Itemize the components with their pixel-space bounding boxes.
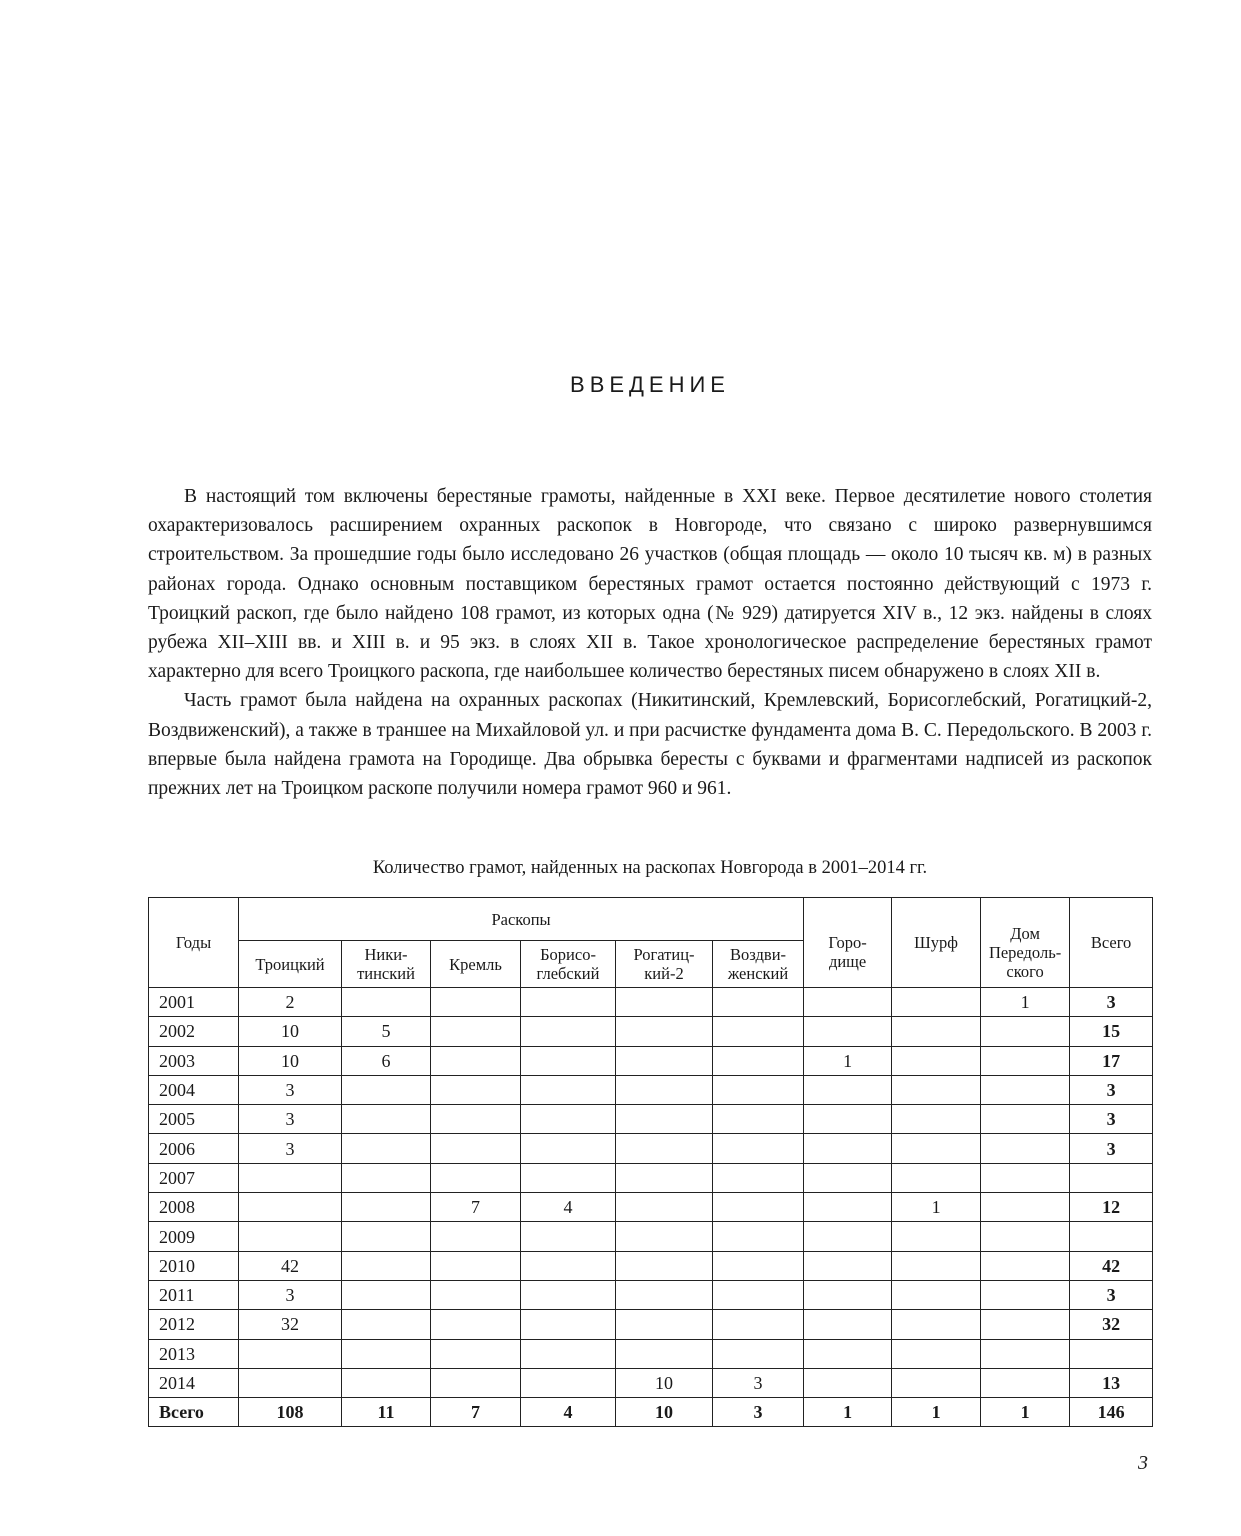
column-total-cell: 7 xyxy=(431,1398,521,1427)
count-cell xyxy=(713,1251,804,1280)
column-total-cell: 4 xyxy=(521,1398,616,1427)
header-troitsky: Троицкий xyxy=(239,941,342,988)
header-gorodishche: Горо- дище xyxy=(804,898,892,988)
count-cell xyxy=(616,1251,713,1280)
count-cell xyxy=(804,1280,892,1309)
header-nikitinsky: Ники- тинский xyxy=(342,941,431,988)
column-total-cell: 3 xyxy=(713,1398,804,1427)
count-cell xyxy=(892,1134,981,1163)
count-cell xyxy=(342,1310,431,1339)
count-cell xyxy=(431,1280,521,1309)
row-total-cell: 3 xyxy=(1070,1280,1153,1309)
count-cell xyxy=(892,1339,981,1368)
count-cell xyxy=(804,1017,892,1046)
row-total-cell: 42 xyxy=(1070,1251,1153,1280)
paragraph-1: В настоящий том включены берестяные грамоты, найденные в XXI веке. Первое десятилетие нового столетия охарактеризовалось расширением охранных раскопок в Новгороде, что связано с широко развернувшимся строительством. За прошедшие годы было исследовано 26 участков (общая площадь — около 10 тысяч кв. м) в разных районах города. Однако основным поставщиком берестяных грамот остается постоянно действующий с 1973 г. Троицкий раскоп, где было найдено 108 грамот, из которых одна (№ 929) датируется XIV в., 12 экз. найдены в слоях рубежа XII–XIII вв. и XIII в. и 95 экз. в слоях XII в. Такое хронологическое распределение берестяных грамот характерно для всего Троицкого раскопа, где наибольшее количество берестяных писем обнаружено в слоях XII в. xyxy=(148,486,1152,683)
count-cell xyxy=(342,1105,431,1134)
year-cell: 2005 xyxy=(149,1105,239,1134)
year-cell: 2009 xyxy=(149,1222,239,1251)
page-number: 3 xyxy=(1138,1452,1148,1474)
table-row xyxy=(149,1339,1153,1368)
count-cell xyxy=(804,1105,892,1134)
count-cell xyxy=(892,1310,981,1339)
count-cell xyxy=(892,1017,981,1046)
count-cell xyxy=(713,1193,804,1222)
count-cell xyxy=(892,1046,981,1075)
table-row xyxy=(149,1017,1153,1046)
count-cell xyxy=(981,1046,1070,1075)
count-cell: 10 xyxy=(239,1017,342,1046)
count-cell xyxy=(892,1222,981,1251)
count-cell xyxy=(342,1339,431,1368)
count-cell: 1 xyxy=(804,1046,892,1075)
count-cell xyxy=(521,1368,616,1397)
year-cell: 2012 xyxy=(149,1310,239,1339)
table-row xyxy=(149,988,1153,1017)
count-cell xyxy=(713,1163,804,1192)
column-total-cell: 146 xyxy=(1070,1398,1153,1427)
column-total-cell: 10 xyxy=(616,1398,713,1427)
row-total-cell: 3 xyxy=(1070,988,1153,1017)
count-cell xyxy=(616,1134,713,1163)
count-cell xyxy=(239,1368,342,1397)
count-cell xyxy=(981,1251,1070,1280)
row-total-cell: 3 xyxy=(1070,1105,1153,1134)
count-cell xyxy=(239,1339,342,1368)
count-cell xyxy=(521,1310,616,1339)
count-cell xyxy=(713,1280,804,1309)
table-row xyxy=(149,1251,1153,1280)
year-cell: 2003 xyxy=(149,1046,239,1075)
count-cell xyxy=(981,1339,1070,1368)
count-cell xyxy=(521,1075,616,1104)
count-cell xyxy=(981,1280,1070,1309)
table-row xyxy=(149,1310,1153,1339)
count-cell: 3 xyxy=(239,1134,342,1163)
count-cell xyxy=(981,1310,1070,1339)
year-cell: 2013 xyxy=(149,1339,239,1368)
count-cell xyxy=(342,1163,431,1192)
table-row xyxy=(149,1134,1153,1163)
count-cell xyxy=(342,988,431,1017)
count-cell xyxy=(342,1075,431,1104)
table-row xyxy=(149,1163,1153,1192)
count-cell xyxy=(713,988,804,1017)
column-total-cell: 1 xyxy=(804,1398,892,1427)
table-row xyxy=(149,1280,1153,1309)
count-cell: 7 xyxy=(431,1193,521,1222)
count-cell xyxy=(981,1075,1070,1104)
count-cell xyxy=(616,988,713,1017)
count-cell xyxy=(892,1280,981,1309)
row-total-cell: 17 xyxy=(1070,1046,1153,1075)
table-body xyxy=(149,988,1153,1427)
row-total-cell: 3 xyxy=(1070,1075,1153,1104)
count-cell xyxy=(892,1075,981,1104)
count-cell xyxy=(713,1222,804,1251)
row-total-cell: 13 xyxy=(1070,1368,1153,1397)
count-cell xyxy=(804,1339,892,1368)
count-cell: 3 xyxy=(713,1368,804,1397)
row-total-cell xyxy=(1070,1163,1153,1192)
count-cell: 10 xyxy=(239,1046,342,1075)
count-cell: 3 xyxy=(239,1105,342,1134)
count-cell xyxy=(713,1310,804,1339)
row-total-cell: 3 xyxy=(1070,1134,1153,1163)
count-cell xyxy=(892,1368,981,1397)
count-cell xyxy=(239,1222,342,1251)
count-cell: 4 xyxy=(521,1193,616,1222)
count-cell xyxy=(521,1222,616,1251)
count-cell xyxy=(804,1222,892,1251)
count-cell xyxy=(804,1193,892,1222)
count-cell: 6 xyxy=(342,1046,431,1075)
count-cell xyxy=(713,1046,804,1075)
row-total-cell: 12 xyxy=(1070,1193,1153,1222)
count-cell xyxy=(431,1017,521,1046)
table-row xyxy=(149,1222,1153,1251)
count-cell xyxy=(431,988,521,1017)
count-cell xyxy=(804,1368,892,1397)
count-cell xyxy=(431,1163,521,1192)
header-total: Всего xyxy=(1070,898,1153,988)
count-cell xyxy=(892,988,981,1017)
count-cell xyxy=(521,1163,616,1192)
count-cell xyxy=(521,1017,616,1046)
count-cell xyxy=(713,1075,804,1104)
paragraph-2: Часть грамот была найдена на охранных раскопах (Никитинский, Кремлевский, Борисоглебский, Рогатицкий-2, Воздвиженский), а также в траншее на Михайловой ул. и при расчистке фундамента дома В. С. Передольского. В 2003 г. впервые была найдена грамота на Городище. Два обрывка бересты с буквами и фрагментами надписей из раскопок прежних лет на Троицком раскопе получили номера грамот 960 и 961. xyxy=(148,690,1152,800)
header-borisoglebsky: Борисо- глебский xyxy=(521,941,616,988)
count-cell xyxy=(239,1193,342,1222)
count-cell xyxy=(431,1105,521,1134)
count-cell xyxy=(981,1163,1070,1192)
count-cell xyxy=(616,1310,713,1339)
count-cell xyxy=(616,1339,713,1368)
count-cell xyxy=(521,1280,616,1309)
count-cell xyxy=(431,1134,521,1163)
header-rogatitsky: Рогатиц- кий-2 xyxy=(616,941,713,988)
count-cell xyxy=(521,1046,616,1075)
header-kreml: Кремль xyxy=(431,941,521,988)
year-cell: 2007 xyxy=(149,1163,239,1192)
count-cell xyxy=(521,988,616,1017)
table-row xyxy=(149,1075,1153,1104)
count-cell xyxy=(981,1134,1070,1163)
column-total-cell: 1 xyxy=(892,1398,981,1427)
header-excavations-group: Раскопы xyxy=(239,898,804,941)
year-cell: 2001 xyxy=(149,988,239,1017)
count-cell xyxy=(431,1310,521,1339)
header-years: Годы xyxy=(149,898,239,988)
body-text xyxy=(148,482,1152,803)
count-cell xyxy=(804,1134,892,1163)
year-cell: 2004 xyxy=(149,1075,239,1104)
header-dom-peredolskogo: Дом Передоль- ского xyxy=(981,898,1070,988)
totals-row xyxy=(149,1398,1153,1427)
table-row xyxy=(149,1046,1153,1075)
header-vozdvizhensky: Воздви- женский xyxy=(713,941,804,988)
count-cell xyxy=(892,1163,981,1192)
count-cell: 1 xyxy=(981,988,1070,1017)
table-header-row xyxy=(149,898,1153,941)
count-cell xyxy=(521,1251,616,1280)
count-cell xyxy=(616,1193,713,1222)
count-cell xyxy=(616,1280,713,1309)
column-total-cell: 108 xyxy=(239,1398,342,1427)
count-cell xyxy=(804,1075,892,1104)
count-cell xyxy=(804,1163,892,1192)
year-cell: 2010 xyxy=(149,1251,239,1280)
count-cell xyxy=(804,1310,892,1339)
count-cell xyxy=(616,1163,713,1192)
count-cell xyxy=(713,1105,804,1134)
count-cell xyxy=(713,1017,804,1046)
count-cell xyxy=(981,1222,1070,1251)
count-cell xyxy=(713,1134,804,1163)
count-cell xyxy=(804,988,892,1017)
column-total-cell: 11 xyxy=(342,1398,431,1427)
count-cell xyxy=(431,1251,521,1280)
count-cell xyxy=(521,1339,616,1368)
count-cell xyxy=(431,1075,521,1104)
count-cell xyxy=(892,1251,981,1280)
column-total-cell: 1 xyxy=(981,1398,1070,1427)
count-cell: 5 xyxy=(342,1017,431,1046)
count-cell xyxy=(431,1222,521,1251)
year-cell: 2002 xyxy=(149,1017,239,1046)
page-title: ВВЕДЕНИЕ xyxy=(570,372,730,397)
count-cell xyxy=(342,1280,431,1309)
year-cell: 2011 xyxy=(149,1280,239,1309)
count-cell: 3 xyxy=(239,1280,342,1309)
finds-table xyxy=(148,897,1153,1427)
count-cell xyxy=(431,1339,521,1368)
count-cell xyxy=(342,1222,431,1251)
header-shurf: Шурф xyxy=(892,898,981,988)
count-cell xyxy=(981,1193,1070,1222)
row-total-cell xyxy=(1070,1222,1153,1251)
table-row xyxy=(149,1105,1153,1134)
row-total-cell: 15 xyxy=(1070,1017,1153,1046)
count-cell xyxy=(431,1368,521,1397)
count-cell: 2 xyxy=(239,988,342,1017)
count-cell xyxy=(521,1105,616,1134)
count-cell: 10 xyxy=(616,1368,713,1397)
totals-label: Всего xyxy=(149,1398,239,1427)
count-cell xyxy=(892,1105,981,1134)
year-cell: 2008 xyxy=(149,1193,239,1222)
count-cell xyxy=(521,1134,616,1163)
count-cell xyxy=(616,1017,713,1046)
count-cell: 42 xyxy=(239,1251,342,1280)
count-cell xyxy=(431,1046,521,1075)
table-row xyxy=(149,1368,1153,1397)
count-cell xyxy=(616,1222,713,1251)
table-row xyxy=(149,1193,1153,1222)
count-cell xyxy=(342,1368,431,1397)
count-cell xyxy=(342,1134,431,1163)
count-cell xyxy=(981,1368,1070,1397)
count-cell xyxy=(616,1075,713,1104)
count-cell xyxy=(713,1339,804,1368)
count-cell xyxy=(342,1193,431,1222)
table-caption: Количество грамот, найденных на раскопах Новгорода в 2001–2014 гг. xyxy=(372,858,928,878)
count-cell xyxy=(616,1105,713,1134)
year-cell: 2014 xyxy=(149,1368,239,1397)
count-cell xyxy=(981,1105,1070,1134)
count-cell: 3 xyxy=(239,1075,342,1104)
count-cell xyxy=(239,1163,342,1192)
count-cell xyxy=(804,1251,892,1280)
count-cell: 1 xyxy=(892,1193,981,1222)
row-total-cell xyxy=(1070,1339,1153,1368)
count-cell xyxy=(342,1251,431,1280)
count-cell: 32 xyxy=(239,1310,342,1339)
count-cell xyxy=(616,1046,713,1075)
year-cell: 2006 xyxy=(149,1134,239,1163)
count-cell xyxy=(981,1017,1070,1046)
row-total-cell: 32 xyxy=(1070,1310,1153,1339)
